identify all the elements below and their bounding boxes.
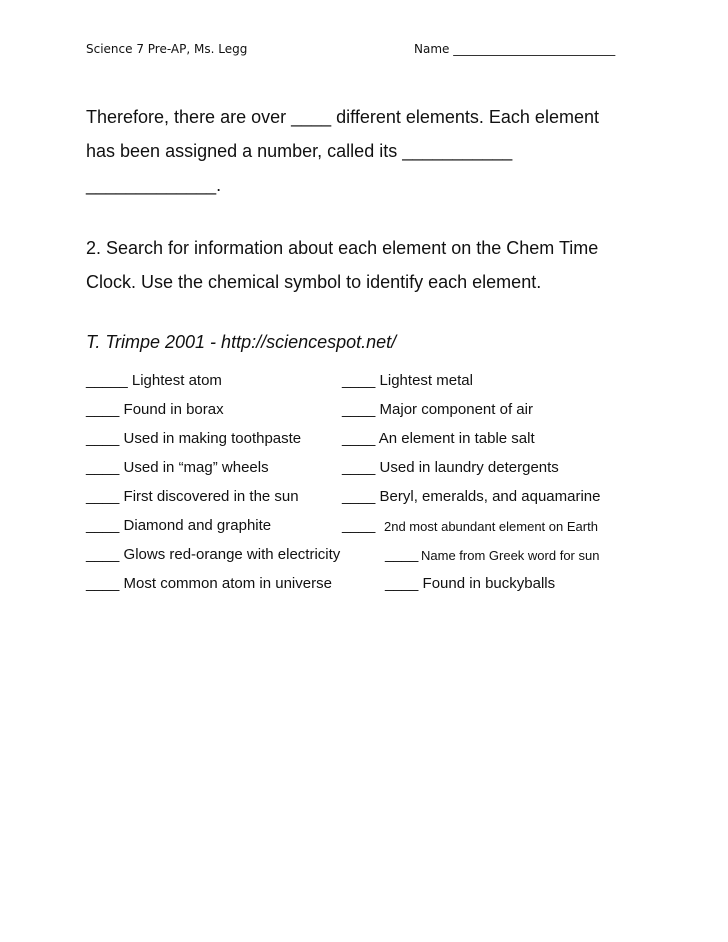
clue-right: 2nd most abundant element on Earth (384, 519, 598, 534)
clue-row (86, 459, 646, 483)
clue-row (86, 517, 646, 541)
header-course: Science 7 Pre-AP, Ms. Legg (86, 42, 248, 56)
clue-left: ____ Most common atom in universe (86, 575, 332, 592)
clue-right-blank: ____ (385, 546, 419, 563)
intro-paragraph: Therefore, there are over ____ different elements. Each element has been assigned a number, called its ___________ _____________. (86, 107, 599, 195)
clue-right: ____ Used in laundry detergents (342, 459, 559, 476)
clue-row (86, 430, 646, 454)
clue-left: _____ Lightest atom (86, 372, 222, 389)
clue-right: Name from Greek word for sun (421, 548, 600, 563)
clue-right: ____ Found in buckyballs (385, 575, 556, 592)
clue-left: ____ Used in making toothpaste (86, 430, 302, 447)
clue-right: ____ Beryl, emeralds, and aquamarine (342, 488, 601, 505)
clue-right: ____ An element in table salt (342, 430, 535, 447)
instructions-paragraph: 2. Search for information about each element on the Chem Time Clock. Use the chemical symbol to identify each element. (86, 238, 599, 292)
clue-left: ____ First discovered in the sun (86, 488, 299, 505)
clue-row (86, 546, 646, 570)
clue-right: ____ Major component of air (342, 401, 533, 418)
clue-row (86, 575, 646, 599)
credit-line: T. Trimpe 2001 - http://sciencespot.net/ (86, 332, 397, 352)
clue-row (86, 401, 646, 425)
clue-left: ____ Found in borax (86, 401, 224, 418)
header-name-field: Name ___________________________ (414, 42, 616, 56)
clue-left: ____ Used in “mag” wheels (86, 459, 269, 476)
clue-right-blank: ____ (342, 517, 376, 534)
clue-right: ____ Lightest metal (342, 372, 473, 389)
clue-row (86, 488, 646, 512)
clue-left: ____ Diamond and graphite (86, 517, 272, 534)
clue-row (86, 372, 646, 396)
clue-left: ____ Glows red-orange with electricity (86, 546, 341, 563)
